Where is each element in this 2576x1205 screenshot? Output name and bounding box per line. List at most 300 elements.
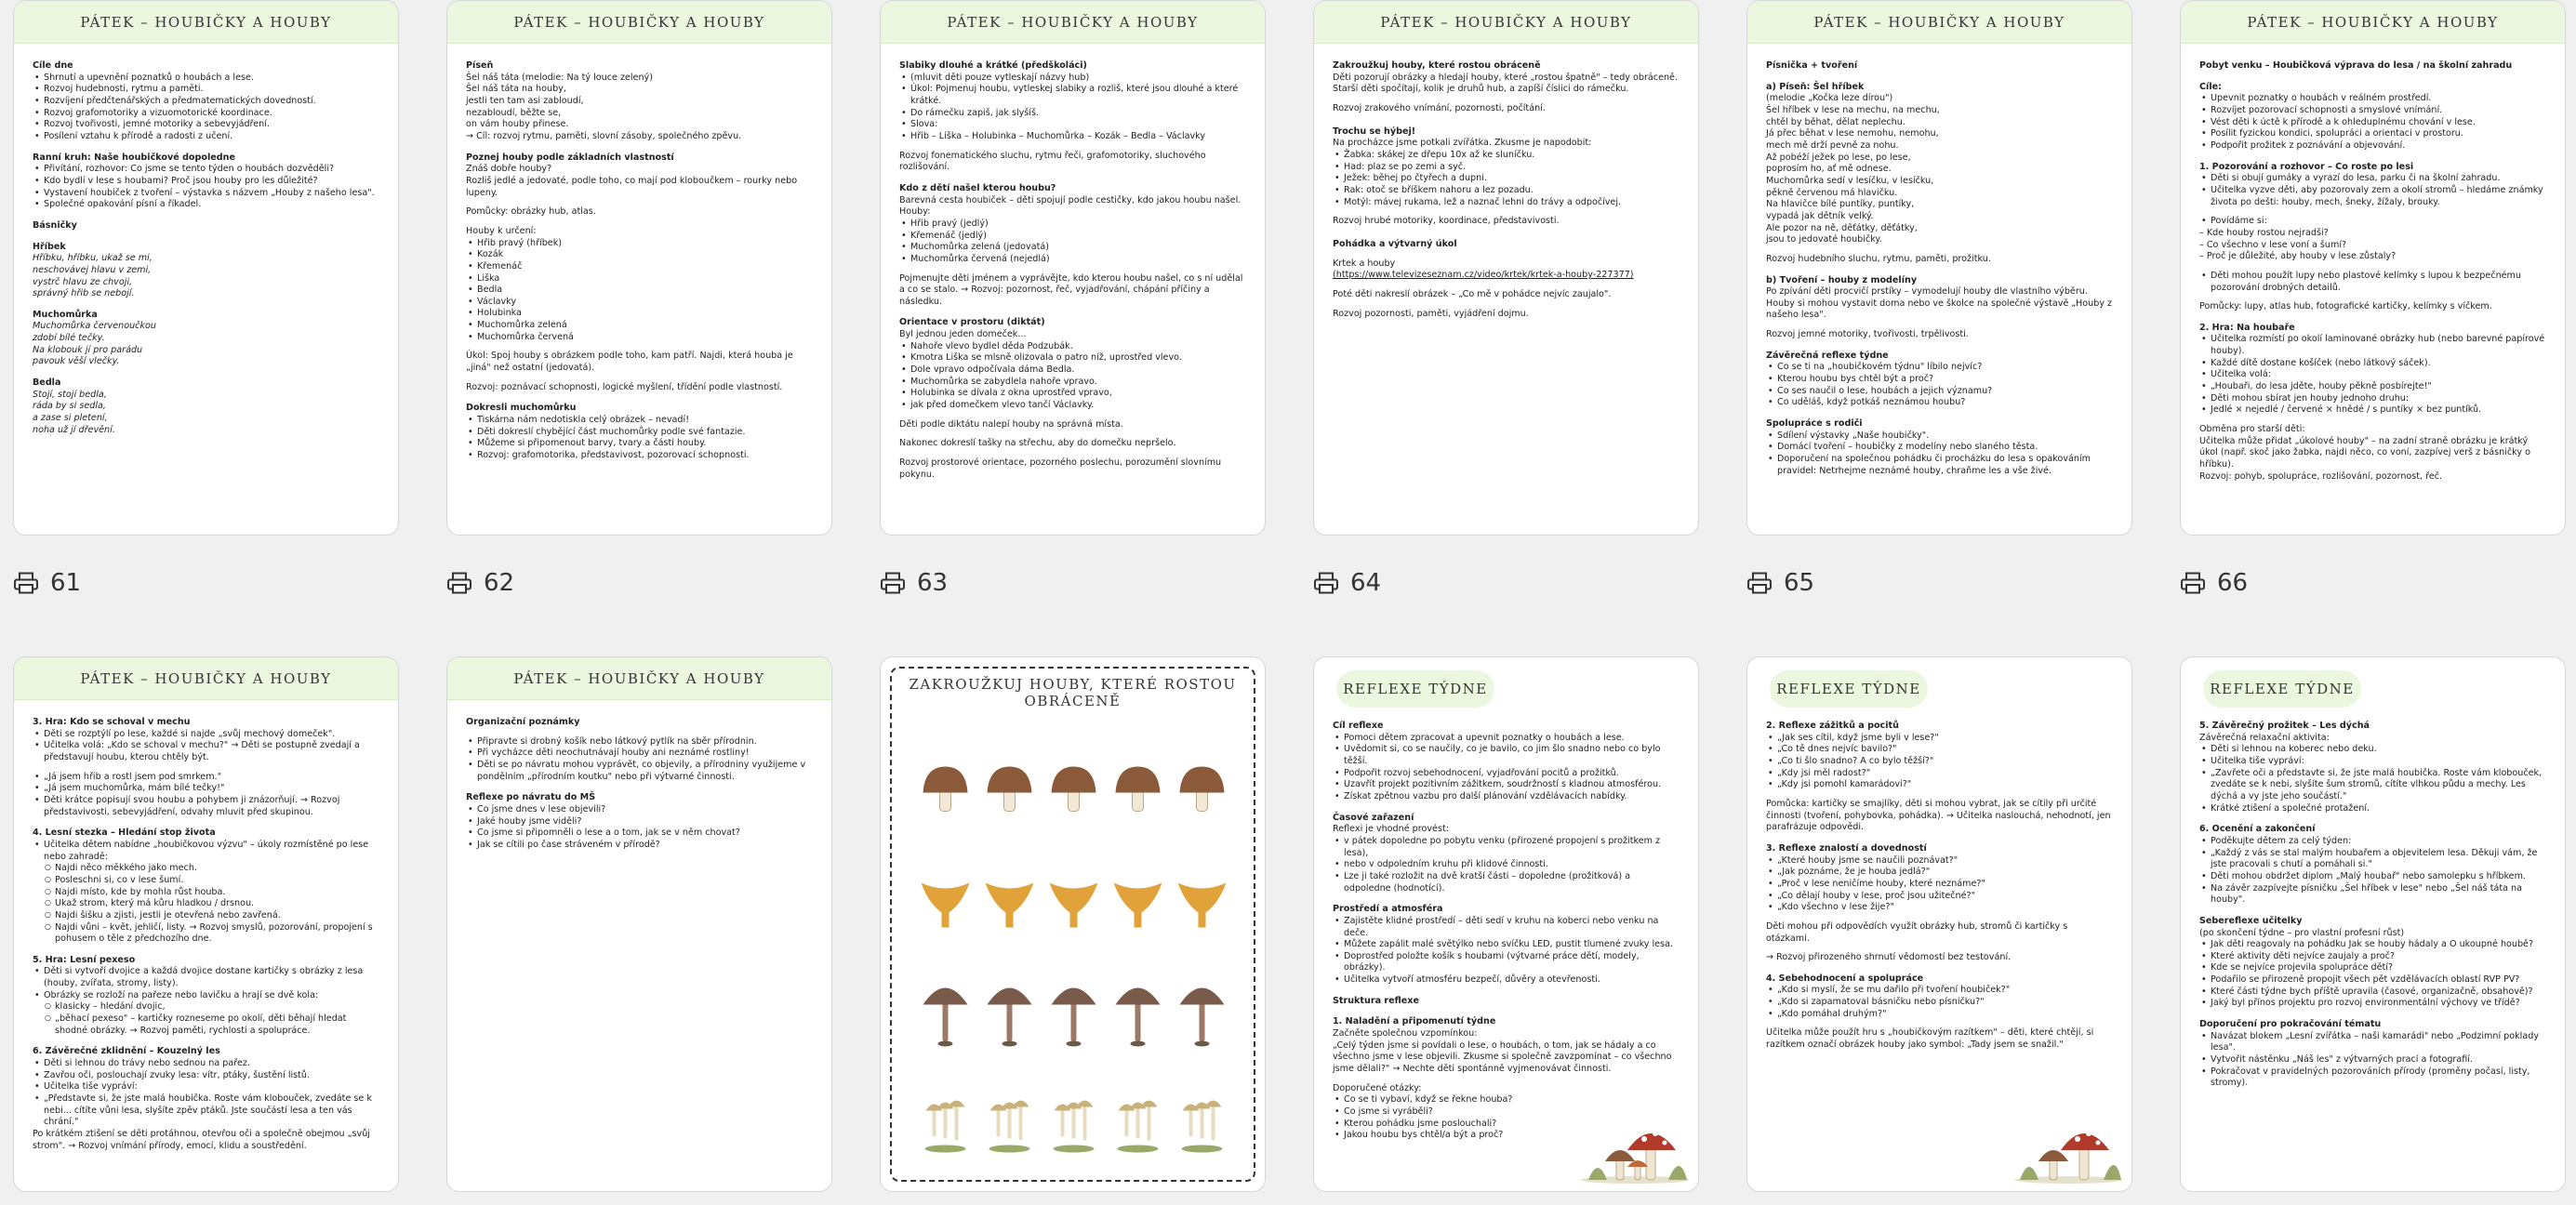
poem-line: a zase si pletení, <box>33 413 108 424</box>
goal-list <box>33 73 379 143</box>
list-item: • Přivítání, rozhovor: Co jsme se tento týden o houbách dozvěděli? <box>44 164 379 176</box>
list-item: • Muchomůrka červená <box>477 332 813 344</box>
mushroom-picture <box>1114 883 1162 928</box>
list-item: • Uzavřít projekt pozitivním zážitkem, soudržností s kladnou atmosférou. <box>1344 779 1680 791</box>
text-line: Rozvoj hrubé motoriky, koordinace, představivosti. <box>1333 216 1560 227</box>
list-item: • Učitelka tiše vypráví: <box>2211 756 2546 768</box>
mushroom-picture <box>989 1101 1030 1153</box>
list-item: • „Kdo si myslí, že se mu dařilo při tvoření houbiček?" <box>1777 985 2113 997</box>
text-line: jsou to jedovaté houbičky. <box>1766 234 1882 245</box>
talk-list <box>2199 216 2546 228</box>
list-item: • „Kdo pomáhal druhým?" <box>1777 1009 2113 1021</box>
mushroom-picture <box>986 883 1034 928</box>
page-header: PÁTEK – HOUBIČKY A HOUBY <box>1747 1 2131 44</box>
heading-experience: 2. Reflexe zážitků a pocitů <box>1766 721 1899 731</box>
list-item: • Podařilo se přirozeně propojit všech pět vzdělávacích oblastí RVP PV? <box>2211 974 2546 987</box>
mushroom-picture <box>925 1101 966 1153</box>
list-item: • Pomoci dětem zpracovat a upevnit poznatky o houbách a lese. <box>1344 733 1680 745</box>
list-item: • Holubinka <box>477 308 813 320</box>
heading-reflection: Závěrečná reflexe týdne <box>1766 350 1889 361</box>
page-header: PÁTEK – HOUBIČKY A HOUBY <box>881 1 1265 44</box>
reflex-goal-list <box>1333 733 1680 803</box>
list-item: • Které aktivity děti nejvíce zaujaly a proč? <box>2211 951 2546 963</box>
orientation-list <box>899 341 1246 412</box>
poem-title: Bedla <box>33 377 61 389</box>
heading-structure: Struktura reflexe <box>1333 995 1419 1006</box>
list-item: ○ Najdi vůni – květ, jehličí, listy. → Rozvoj smyslů, pozorování, propojení s pohusem o těle z předchozího dne. <box>55 922 379 946</box>
list-item: • Vystavení houbiček z tvoření – výstavka s názvem „Houby z našeho lesa". <box>44 188 379 200</box>
list-item: • Domácí tvoření – houbičky z modelíny nebo slaného těsta. <box>1777 442 2113 454</box>
page-header: PÁTEK – HOUBIČKY A HOUBY <box>14 1 398 44</box>
list-item: • Bedla <box>477 285 813 297</box>
text-line: Rozvoj pozornosti, paměti, vyjádření dojmu. <box>1333 308 1529 319</box>
heading-goals: Cíle: <box>2199 81 2222 92</box>
text-line: Krtek a houby <box>1333 258 1396 269</box>
parents-list <box>1766 430 2113 478</box>
list-item: • Vytvořit nástěnku „Náš les" z výtvarných prací a fotografií. <box>2211 1054 2546 1066</box>
list-item: • Společné opakování písní a říkadel. <box>44 199 379 211</box>
list-item: • Hřib pravý (hříbek) <box>477 238 813 250</box>
text-line: Na procházce jsme potkali zvířátka. Zkusme je napodobit: <box>1333 138 1592 149</box>
mushroom-picture <box>1180 767 1225 812</box>
reflex-title-pill: REFLEXE TÝDNE <box>1336 670 1494 708</box>
list-item: • Kde se nejvíce projevila spolupráce dětí? <box>2211 962 2546 974</box>
mushroom-picture <box>1054 1101 1095 1153</box>
page-content <box>2181 44 2565 483</box>
page-header: PÁTEK – HOUBIČKY A HOUBY <box>447 1 831 44</box>
list-item: • Kdo bydlí v lese s houbami? Proč jsou houby pro les důležité? <box>44 176 379 188</box>
mushroom-grid <box>913 736 1234 1173</box>
list-item: • Navázat blokem „Lesní zvířátka – naši kamarádi" nebo „Podzimní poklady lesa". <box>2211 1031 2546 1054</box>
heading-syllables: Slabiky dlouhé a krátké (předškoláci) <box>899 60 1087 71</box>
heading-identify: Poznej houby podle základních vlastností <box>466 152 674 163</box>
list-item: • Křemenáč (jedlý) <box>910 231 1246 243</box>
page-number-64[interactable] <box>1313 569 1381 597</box>
heading-self-eval: 4. Sebehodnocení a spolupráce <box>1766 973 1924 984</box>
continuation-list <box>2199 1031 2546 1090</box>
text-line: Znáš dobře houby? <box>466 164 552 175</box>
relax-list <box>2199 744 2546 814</box>
text-line: on vám houby přinese. <box>466 119 569 130</box>
poem-line: noha už jí dřevění. <box>33 424 115 435</box>
list-item: • „Které houby jsme se naučili poznávat?" <box>1777 855 2113 867</box>
page-content <box>2181 708 2565 1090</box>
list-item: ○ Najdi něco měkkého jako mech. <box>55 863 379 875</box>
printer-icon <box>1746 572 1773 594</box>
heading-teacher-reflection: Sebereflexe učitelky <box>2199 915 2303 926</box>
pexeso-list <box>33 966 379 1001</box>
list-item: • Muchomůrka se zabydlela nahoře vpravo. <box>910 377 1246 389</box>
observation-list <box>2199 173 2546 208</box>
text-line: Pojmenujte děti jménem a vyprávějte, kdo kterou houbu našel, co s ní udělal a co se stalo. → Rozvoj: pozornost, řeč, vyjadřování, chápání příčiny a následku. <box>899 272 1243 307</box>
heading-fairytale: Pohádka a výtvarný úkol <box>1333 238 1457 249</box>
heading-song: Píseň <box>466 60 494 71</box>
list-item: • Kmotra Liška se mlsně olizovala o patro níž, uprostřed vlevo. <box>910 352 1246 364</box>
list-item: • Kterou houbu bys chtěl být a proč? <box>1777 374 2113 386</box>
poem-title: Hříbek <box>33 241 66 252</box>
page-number-label: 63 <box>917 569 949 597</box>
list-item: • Podpořit rozvoj sebehodnocení, vyjadřování pocitů a prožitků. <box>1344 768 1680 780</box>
page-number-63[interactable] <box>880 569 948 597</box>
text-line: Rozvoj hudebního sluchu, rytmu, paměti, prožitku. <box>1766 253 1991 264</box>
list-item: • Hřib pravý (jedlý) <box>910 218 1246 231</box>
page-number-label: 62 <box>484 569 515 597</box>
heading-outdoor: Pobyt venku – Houbičková výprava do lesa / na školní zahradu <box>2199 60 2513 71</box>
page-65 <box>1746 0 2132 536</box>
mushroom-picture <box>1116 988 1161 1047</box>
heading-final-experience: 5. Závěrečný prožitek – Les dýchá <box>2199 721 2370 731</box>
list-item: • Vést děti k úctě k přírodě a k ohleduplnému chování v lese. <box>2211 117 2546 129</box>
list-item: • „Co ti šlo snadno? A co bylo těžší?" <box>1777 756 2113 768</box>
text-line: Děti mohou při odpovědích využít obrázky hub, stromů či kartičky s otázkami. <box>1766 920 2068 944</box>
heading-knowledge: 3. Reflexe znalostí a dovedností <box>1766 842 1927 854</box>
list-item: • „Jak ses cítil, když jsme byli v lese?" <box>1777 733 2113 745</box>
page-62 <box>446 0 832 536</box>
list-item: • Děti si obují gumáky a vyrazí do lesa, parku či na školní zahradu. <box>2211 173 2546 185</box>
poem-line: Stojí, stojí bedla, <box>33 389 107 400</box>
mushroom-picture <box>923 767 968 812</box>
text-line: – Kde houby rostou nejradši? <box>2199 227 2329 238</box>
list-item: • Můžete zapálit malé světýlko nebo svíčku LED, pustit tlumené zvuky lesa. <box>1344 939 1680 951</box>
mushroom-picture <box>1180 988 1225 1047</box>
self-eval-list <box>1766 985 2113 1020</box>
page-header: PÁTEK – HOUBIČKY A HOUBY <box>2181 1 2565 44</box>
heading-parents: Spolupráce s rodiči <box>1766 418 1863 430</box>
list-item: ○ „běhací pexeso" – kartičky rozneseme po okolí, děti běhají hledat shodné obrázky. → Rozvoj paměti, rychlosti a spolupráce. <box>55 1013 379 1037</box>
calm-list <box>33 1058 379 1129</box>
heading-organization: Organizační poznámky <box>466 717 580 727</box>
list-item: • „Kdy jsi pomohl kamarádovi?" <box>1777 779 2113 791</box>
organization-list <box>466 736 813 784</box>
text-line: Pomůcka: kartičky se smajlíky, děti si mohou vybrat, jak se cítily při určité činnosti (tvoření, pohybovka, pohádka). → Učitelka naslouchá, nehodnotí, jen parafrázuje odpovědi. <box>1766 798 2111 833</box>
list-item: • Doprostřed položte košík s houbami (výtvarné práce dětí, modely, obrázky). <box>1344 951 1680 974</box>
mushroom-picture <box>988 767 1032 812</box>
heading-return-reflection: Reflexe po návratu do MŠ <box>466 792 596 803</box>
page-number-65[interactable] <box>1746 569 1814 597</box>
text-line: „Celý týden jsme si povídali o lese, o houbách, o tom, jak se hádaly a co všechno jsme v lese objevili. Zkusme si společně zavzpomínat – co všechno jsme dělali?" → Nechte děti spontánně vyjmenovávat činnosti. <box>1333 1039 1672 1075</box>
list-item: • Každé dítě dostane košíček (nebo látkový sáček). <box>2211 358 2546 370</box>
list-item: • Můžeme si připomenout barvy, tvary a části houby. <box>477 438 813 450</box>
list-item: • Jaký byl přínos projektu pro rozvoj environmentální výchovy ve třídě? <box>2211 998 2546 1010</box>
page-number-label: 64 <box>1350 569 1382 597</box>
list-item: • Slova: <box>910 119 1246 131</box>
list-item: • Václavky <box>477 297 813 309</box>
poem-line: vystrč hlavu ze chvoji, <box>33 276 133 287</box>
page-70 <box>1313 656 1699 1192</box>
list-item: • Jak děti reagovaly na pohádku Jak se houby hádaly a O ukoupné houbě? <box>2211 939 2546 951</box>
list-item: • Sdílení výstavky „Naše houbičky". <box>1777 430 2113 443</box>
text-line: Rozvoj zrakového vnímání, pozornosti, počítání. <box>1333 102 1546 113</box>
page-68 <box>446 656 832 1192</box>
printer-icon <box>2180 572 2206 594</box>
return-list <box>466 804 813 852</box>
text-line: Reflexi je vhodné provést: <box>1333 824 1449 835</box>
mushroom-picture <box>1178 883 1227 928</box>
list-item: • Rozvoj hudebnosti, rytmu a paměti. <box>44 84 379 96</box>
mushroom-list <box>466 238 813 344</box>
heading-environment: Prostředí a atmosféra <box>1333 904 1443 915</box>
list-item: • Motýl: mávej rukama, lež a naznač lehni do trávy a odpočívej. <box>1344 197 1680 209</box>
list-item: • Kozák <box>477 249 813 261</box>
list-item: • jak před domečkem vlevo tančí Václavky. <box>910 400 1246 412</box>
mushroom-illustration <box>1579 1109 1691 1184</box>
list-item: • Co uděláš, když potkáš neznámou houbu? <box>1777 397 2113 409</box>
experience-list <box>1766 733 2113 791</box>
mushroom-picture <box>1050 883 1098 928</box>
poem-line: Muchomůrka červenoučkou <box>33 321 156 332</box>
list-item: • Doporučení na společnou pohádku či procházku do lesa s opakováním pravidel: Netrhejme neznámé houby, chraňme les a vše živé. <box>1777 454 2113 477</box>
reflex-title-pill: REFLEXE TÝDNE <box>1770 670 1928 708</box>
text-line: Ale pozor na ně, děťátky, děťátky, <box>1766 222 1918 233</box>
text-line: Poté děti nakreslí obrázek – „Co mě v pohádce nejvíc zaujalo". <box>1333 288 1612 299</box>
list-item: • Učitelka volá: „Kdo se schoval v mechu?" → Děti se postupně zvedají a představují houbu, kterou chtěly být. <box>44 740 379 763</box>
list-item: • Hřib – Liška – Holubinka – Muchomůrka – Kozák – Bedla – Václavky <box>910 131 1246 143</box>
page-number-62[interactable] <box>446 569 514 597</box>
list-item: • Rozvoj tvořivosti, jemné motoriky a sebevyjádření. <box>44 119 379 131</box>
list-item: • Úkol: Pojmenuj houbu, vytleskej slabiky a rozliš, které jsou dlouhé a které krátké. <box>910 84 1246 107</box>
mushroom-picture <box>988 988 1032 1047</box>
list-item: • Děti mohou obdržet diplom „Malý houbař" nebo samolepku s hříbkem. <box>2211 871 2546 883</box>
text-line: Obměna pro starší děti: <box>2199 424 2305 435</box>
text-line: Já přec běhat v lese nemohu, nemohu, <box>1766 128 1939 139</box>
list-item: • Poděkujte dětem za celý týden: <box>2211 836 2546 848</box>
page-content <box>447 44 831 462</box>
list-item: • Ježek: běhej po čtyřech a dupni. <box>1344 173 1680 185</box>
list-item: ○ Najdi místo, kde by mohla růst houba. <box>55 887 379 899</box>
list-item: • Učitelka dětem nabídne „houbičkovou výzvu" – úkoly rozmístěné po lese nebo zahradě: <box>44 840 379 863</box>
list-item: • Rak: otoč se bříškem nahoru a lez pozadu. <box>1344 185 1680 197</box>
list-item: • Při vycházce děti neochutnávají houby ani neznámé rostliny! <box>477 748 813 760</box>
text-line: Rozvoj jemné motoriky, tvořivosti, trpělivosti. <box>1766 329 1969 340</box>
found-list <box>899 218 1246 266</box>
page-header: PÁTEK – HOUBIČKY A HOUBY <box>1314 1 1698 44</box>
mushroom-picture <box>1052 988 1096 1047</box>
list-item: • Shrnutí a upevnění poznatků o houbách a lese. <box>44 73 379 85</box>
list-item: • Děti si lehnou do trávy nebo sednou na pařez. <box>44 1058 379 1070</box>
pexeso-sublist <box>33 1001 379 1037</box>
text-line: Rozvoj fonematického sluchu, rytmu řeči, grafomotoriky, sluchového rozlišování. <box>899 150 1206 173</box>
list-item: • Kterou pohádku jsme poslouchali? <box>1344 1119 1547 1131</box>
poem-line: ráda by si sedla, <box>33 401 106 412</box>
trail-list <box>33 840 379 863</box>
list-item: • „Já jsem muchomůrka, mám bílé tečky!" <box>44 783 379 795</box>
text-line: Rozvoj: poznávací schopnosti, logické myšlení, třídění podle vlastností. <box>466 381 783 392</box>
text-line: Šel hříbek v lese na mechu, na mechu, <box>1766 104 1940 115</box>
list-item: • Děti si vytvoří dvojice a každá dvojice dostane kartičky s obrázky z lesa (houby, zvířata, stromy, listy). <box>44 966 379 989</box>
list-item: • Lze ji také rozložit na dvě kratší části – dopoledne (prožitková) a odpoledne (hodnotící). <box>1344 871 1680 894</box>
animal-list <box>1333 150 1680 208</box>
printer-icon <box>13 572 39 594</box>
heading-who-found: Kdo z dětí našel kterou houbu? <box>899 182 1056 193</box>
list-item: • Děti se rozptýlí po lese, každé si najde „svůj mechový domeček". <box>44 729 379 741</box>
list-item: • Jedlé × nejedlé / červené × hnědé / s puntíky × bez puntíků. <box>2211 404 2546 417</box>
text-line: nezabloudí, běžte se, <box>466 107 562 118</box>
heading-song-craft: Písnička + tvoření <box>1766 60 1858 71</box>
knowledge-list <box>1766 855 2113 914</box>
poem-line: Na klobouk jí pro parádu <box>33 344 143 355</box>
text-line: (melodie „Kočka leze dírou") <box>1766 93 1893 104</box>
list-item: • Zavřou oči, poslouchají zvuky lesa: vítr, ptáky, šustění listů. <box>44 1070 379 1082</box>
list-item: • Co ses naučil o lese, houbách a jejich významu? <box>1777 386 2113 398</box>
draw-list <box>466 415 813 462</box>
list-item: • nebo v odpoledním kruhu při klidové činnosti. <box>1344 859 1680 871</box>
heading-forest-trail: 4. Lesní stezka – Hledání stop života <box>33 828 216 839</box>
list-item: • v pátek dopoledne po pobytu venku (přirozené propojení s prožitkem z lesa), <box>1344 836 1680 859</box>
list-item: • Obrázky se rozloží na pařeze nebo lavičku a hrají se dvě kola: <box>44 990 379 1002</box>
list-item: • Žabka: skákej ze dřepu 10x až ke sluníčku. <box>1344 150 1680 162</box>
page-content <box>1747 708 2131 1052</box>
page-63 <box>880 0 1266 536</box>
mushroom-picture <box>1116 767 1161 812</box>
printer-icon <box>880 572 906 594</box>
text-line: Děti podle diktátu nalepí houby na správná místa. <box>899 418 1123 430</box>
heading-appreciation: 6. Ocenění a zakončení <box>2199 824 2316 835</box>
list-item: • Děti mohou sbírat jen houby jednoho druhu: <box>2211 393 2546 405</box>
mushroom-picture <box>1182 1101 1223 1153</box>
text-line: pěkně červenou má hlavičku. <box>1766 187 1898 198</box>
printer-icon <box>446 572 472 594</box>
page-71 <box>1746 656 2132 1192</box>
list-item: • Děti dokreslí chybějící část muchomůrky podle své fantazie. <box>477 427 813 439</box>
list-item: • Rozvíjet pozorovací schopnosti a smyslové vnímání. <box>2211 105 2546 117</box>
heading-morning-circle: Ranní kruh: Naše houbičkové dopoledne <box>33 152 235 163</box>
poem-line: pavouk věší vlečky. <box>33 356 120 367</box>
text-line: Byl jednou jeden domeček... <box>899 329 1027 340</box>
list-item: • Zajistěte klidné prostředí – děti sedí v kruhu na koberci nebo venku na deče. <box>1344 916 1680 939</box>
poem-line: Hříbku, hříbku, ukaž se mi, <box>33 253 153 264</box>
text-line: Učitelka může použít hru s „houbičkovým razítkem" – děti, které chtějí, si razítkem označí obrázek houby jako symbol: „Tady jsem se snažil." <box>1766 1027 2094 1051</box>
list-item: • Rozvoj: grafomotorika, představivost, pozorovací schopnosti. <box>477 450 813 462</box>
page-number-label: 66 <box>2217 569 2249 597</box>
environment-list <box>1333 916 1680 987</box>
heading-continuation: Doporučení pro pokračování tématu <box>2199 1019 2382 1030</box>
list-item: • Posílení vztahu k přírodě a radosti z učení. <box>44 131 379 143</box>
heading-reflex-goal: Cíl reflexe <box>1333 721 1384 731</box>
text-line: Začněte společnou vzpomínkou: <box>1333 1028 1478 1039</box>
heading-poems: Básničky <box>33 219 77 231</box>
list-item: ○ klasicky – hledání dvojic, <box>55 1001 379 1013</box>
poem-line: neschovávej hlavu v zemi, <box>33 264 152 275</box>
list-item: • Muchomůrka zelená <box>477 320 813 332</box>
reflex-title-pill: REFLEXE TÝDNE <box>2203 670 2361 708</box>
morning-list <box>33 164 379 211</box>
mushroom-picture <box>923 988 968 1047</box>
list-item: • „Co tě dnes nejvíc bavilo?" <box>1777 744 2113 756</box>
list-item: • Získat zpětnou vazbu pro další plánování vzdělávacích nabídky. <box>1344 791 1680 803</box>
page-number-61[interactable] <box>13 569 81 597</box>
text-line: Až pobéží ježek po lese, po lese, <box>1766 152 1911 163</box>
list-item: ○ Ukaž strom, který má kůru hladkou / drsnou. <box>55 898 379 910</box>
heading-calm: 6. Závěrečné zklidnění – Kouzelný les <box>33 1046 220 1057</box>
text-line: Učitelka může přidat „úkolové houby" – na zadní straně obrázku je krátký úkol (např. skoč jako žabka, najdi něco, co voní, zazpívej verš z básničky o hříbku). <box>2199 435 2530 470</box>
list-item: • Muchomůrka červená (nejedlá) <box>910 254 1246 266</box>
page-number-label: 65 <box>1784 569 1815 597</box>
text-line: Houby k určení: <box>466 225 537 236</box>
text-line: Pomůcky: lupy, atlas hub, fotografické kartičky, kelímky s víčkem. <box>2199 301 2492 312</box>
text-line: Rozvoj: pohyb, spolupráce, rozlišování, pozornost, řeč. <box>2199 470 2443 482</box>
text-line: Šel náš táta na houby, <box>466 84 566 95</box>
list-item: • Posílit fyzickou kondici, spolupráci a orientaci v prostoru. <box>2211 128 2546 140</box>
text-line: Muchomůrka sedí v lesíčku, v lesíčku, <box>1766 175 1934 186</box>
page-61 <box>13 0 399 536</box>
list-item: • Učitelka vyzve děti, aby pozorovaly zem a okolí stromů – hledáme známky života po dešti: houby, mech, šneky, žížaly, brouky. <box>2211 185 2546 208</box>
mushroom-illustration <box>2012 1109 2124 1184</box>
list-item: • Učitelka vytvoří atmosféru bezpečí, důvěry a otevřenosti. <box>1344 974 1680 987</box>
list-item: • Rozvíjení předčtenářských a předmatematických dovedností. <box>44 96 379 108</box>
list-item: • „Kdo všechno v lese žije?" <box>1777 902 2113 914</box>
text-line: Nakonec dokreslí tašky na střechu, aby do domečku nepršelo. <box>899 438 1176 449</box>
list-item: • Tiskárna nám nedotiskla celý obrázek – nevadí! <box>477 415 813 427</box>
text-line: → Cíl: rozvoj rytmu, paměti, slovní zásoby, společného zpěvu. <box>466 130 742 141</box>
list-item: • Co jsme dnes v lese objevili? <box>477 804 813 816</box>
list-item: • Děti se po návratu mohou vyprávět, co objevily, a přírodniny využijeme v pondělním „přírodním koutku" nebo při výtvarné činnosti. <box>477 760 813 783</box>
heading-tuning: 1. Naladění a připomenutí týdne <box>1333 1016 1496 1027</box>
video-link[interactable]: (https://www.televizeseznam.cz/video/krtek/krtek-a-houby-227377) <box>1333 270 1634 281</box>
page-content <box>14 44 398 436</box>
heading-game-moss: 3. Hra: Kdo se schoval v mechu <box>33 717 191 727</box>
text-line: Úkol: Spoj houby s obrázkem podle toho, kam patří. Najdi, která houba je „jiná" než ostatní (jedovatá). <box>466 351 793 374</box>
heading-draw: Dokresli muchomůrku <box>466 403 577 414</box>
poem-title: Muchomůrka <box>33 309 98 320</box>
question-list <box>1333 1094 1547 1142</box>
mushroom-picture <box>1118 1101 1159 1153</box>
page-69-worksheet <box>880 656 1266 1192</box>
reflection-list <box>1766 362 2113 409</box>
poem-line: správný hřib se nebojí. <box>33 288 135 299</box>
list-item: • Děti krátce popisují svou houbu a pohybem ji znázorňují. → Rozvoj představivosti, sebevyjádření, odvahy mluvit před skupinou. <box>44 795 379 818</box>
mushroom-picture <box>922 883 970 928</box>
heading-game-mushroom-picker: 2. Hra: Na houbaře <box>2199 322 2295 333</box>
text-line: Rozvoj prostorové orientace, pozorného poslechu, porozumění slovnímu pokynu. <box>899 457 1222 480</box>
text-line: vypadá jak dětník velký. <box>1766 210 1874 221</box>
text-line: Doporučené otázky: <box>1333 1082 1422 1093</box>
heading-circle-mushrooms: Zakroužkuj houby, které rostou obráceně <box>1333 60 1541 71</box>
list-item: • Co se ti vybaví, když se řekne houba? <box>1344 1094 1547 1106</box>
list-item: • „Houbaři, do lesa jděte, houby pěkně posbírejte!" <box>2211 381 2546 393</box>
list-item: • „Kdo si zapamatoval básničku nebo písničku?" <box>1777 997 2113 1009</box>
list-item: • Učitelka tiše vypráví: <box>44 1081 379 1093</box>
list-item: • Uvědomit si, co se naučily, co je bavilo, co jim šlo snadno nebo co bylo těžší. <box>1344 744 1680 767</box>
text-line: Po krátkém ztišení se děti protáhnou, otevřou oči a společně obejmou „svůj strom". → Rozvoj vnímání přírody, emocí, klidu a soustředění. <box>33 1129 370 1151</box>
list-item: • Učitelka volá: <box>2211 369 2546 381</box>
list-item: • „Představte si, že jste malá houbička. Roste vám klobouček, zvedáte se k nebi... cítíte vůni lesa, slyšíte zpěv ptáků. Jste součástí lesa a ten vás chrání." <box>44 1093 379 1129</box>
list-item: • Které části týdne bych příště upravila (časové, organizačně, obsahově)? <box>2211 987 2546 999</box>
text-line: jestli ten tam asi zabloudí, <box>466 95 584 106</box>
text-line: (po skončení týdne – pro vlastní profesní růst) <box>2199 927 2405 938</box>
moss-quotes <box>33 772 379 819</box>
text-line: Děti pozorují obrázky a hledají houby, které „rostou špatně" – tedy obráceně. Starší děti spočítají, kolik je druhů hub, a zapíší číslici do rámečku. <box>1333 72 1679 95</box>
list-item: • Pokračovat v pravidelných pozorováních přírody (proměny počasí, listy, stromy). <box>2211 1066 2546 1090</box>
list-item: • Povídáme si: <box>2211 216 2546 228</box>
list-item: • Liška <box>477 273 813 285</box>
list-item: • Co jsme si vyráběli? <box>1344 1106 1547 1119</box>
page-number-66[interactable] <box>2180 569 2248 597</box>
worksheet-title: ZAKROUŽKUJ HOUBY, KTERÉ ROSTOU OBRÁCENĚ <box>909 676 1237 709</box>
text-line: – Co všechno v lese voní a šumí? <box>2199 239 2347 250</box>
appreciation-list <box>2199 836 2546 907</box>
heading-orientation: Orientace v prostoru (diktát) <box>899 317 1045 328</box>
list-item: • Jakou houbu bys chtěl/a být a proč? <box>1344 1130 1547 1142</box>
list-item: • Jak se cítili po čase stráveném v přírodě? <box>477 840 813 852</box>
page-content <box>1314 708 1698 1142</box>
page-66 <box>2180 0 2566 536</box>
list-item: • Děti mohou použít lupy nebo plastové kelímky s lupou k bezpečnému pozorování drobných detailů. <box>2211 271 2546 294</box>
page-content <box>1314 44 1698 320</box>
poem-line: zdobí bílé tečky. <box>33 333 105 344</box>
text-line: chtěl by běhat, dělat neplechu. <box>1766 116 1905 127</box>
page-72 <box>2180 656 2566 1192</box>
timing-list <box>1333 836 1680 894</box>
